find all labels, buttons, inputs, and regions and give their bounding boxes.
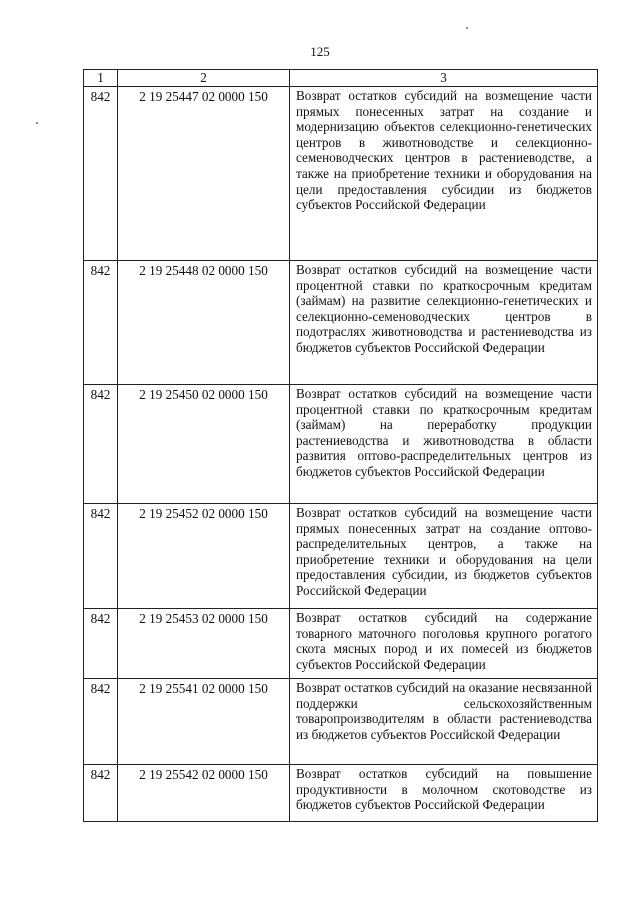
budget-code-cell: 2 19 25452 02 0000 150 — [118, 504, 290, 609]
table-row — [84, 504, 598, 609]
admin-code-cell: 842 — [84, 679, 118, 765]
admin-code-cell: 842 — [84, 504, 118, 609]
column-header-3: 3 — [290, 70, 598, 87]
budget-code-cell: 2 19 25453 02 0000 150 — [118, 609, 290, 679]
description-cell: Возврат остатков субсидий на возмещение части процентной ставки по краткосрочным кредитам (займам) на развитие селекционно-генетических и селекционно-семеноводческих центров в подотраслях животноводства и растениеводства из бюджетов субъектов Российской Федерации — [290, 261, 598, 385]
table-row — [84, 385, 598, 504]
table-row — [84, 261, 598, 385]
table-row — [84, 765, 598, 822]
scan-speck — [466, 27, 468, 29]
page-number: 125 — [310, 44, 330, 59]
description-cell: Возврат остатков субсидий на оказание несвязанной поддержки сельскохозяйственным товаропроизводителям в области растениеводства из бюджетов субъектов Российской Федерации — [290, 679, 598, 765]
description-cell: Возврат остатков субсидий на содержание товарного маточного поголовья крупного рогатого скота мясных пород и их помесей из бюджетов субъектов Российской Федерации — [290, 609, 598, 679]
admin-code-cell: 842 — [84, 765, 118, 822]
table-row — [84, 87, 598, 261]
column-header-1: 1 — [84, 70, 118, 87]
admin-code-cell: 842 — [84, 261, 118, 385]
table-row — [84, 609, 598, 679]
column-header-2: 2 — [118, 70, 290, 87]
budget-code-cell: 2 19 25542 02 0000 150 — [118, 765, 290, 822]
admin-code-cell: 842 — [84, 385, 118, 504]
budget-code-cell: 2 19 25450 02 0000 150 — [118, 385, 290, 504]
description-cell: Возврат остатков субсидий на возмещение части прямых понесенных затрат на создание и модернизацию объектов селекционно-генетических центров в животноводстве и селекционно-семеноводческих центров в растениеводстве, а также на приобретение техники и оборудования на цели предоставления субсидии из бюджетов субъектов Российской Федерации — [290, 87, 598, 261]
budget-code-cell: 2 19 25448 02 0000 150 — [118, 261, 290, 385]
scan-speck — [36, 122, 38, 124]
description-cell: Возврат остатков субсидий на повышение продуктивности в молочном скотоводстве из бюджетов субъектов Российской Федерации — [290, 765, 598, 822]
description-cell: Возврат остатков субсидий на возмещение части прямых понесенных затрат на создание оптово-распределительных центров, а также на приобретение техники и оборудования на цели предоставления субсидии, из бюджетов субъектов Российской Федерации — [290, 504, 598, 609]
budget-code-cell: 2 19 25541 02 0000 150 — [118, 679, 290, 765]
admin-code-cell: 842 — [84, 609, 118, 679]
table-row — [84, 679, 598, 765]
table-header-row — [84, 70, 598, 87]
admin-code-cell: 842 — [84, 87, 118, 261]
budget-code-cell: 2 19 25447 02 0000 150 — [118, 87, 290, 261]
budget-codes-table — [83, 69, 598, 822]
description-cell: Возврат остатков субсидий на возмещение части процентной ставки по краткосрочным кредитам (займам) на переработку продукции растениеводства и животноводства в области развития оптово-распределительных центров из бюджетов субъектов Российской Федерации — [290, 385, 598, 504]
